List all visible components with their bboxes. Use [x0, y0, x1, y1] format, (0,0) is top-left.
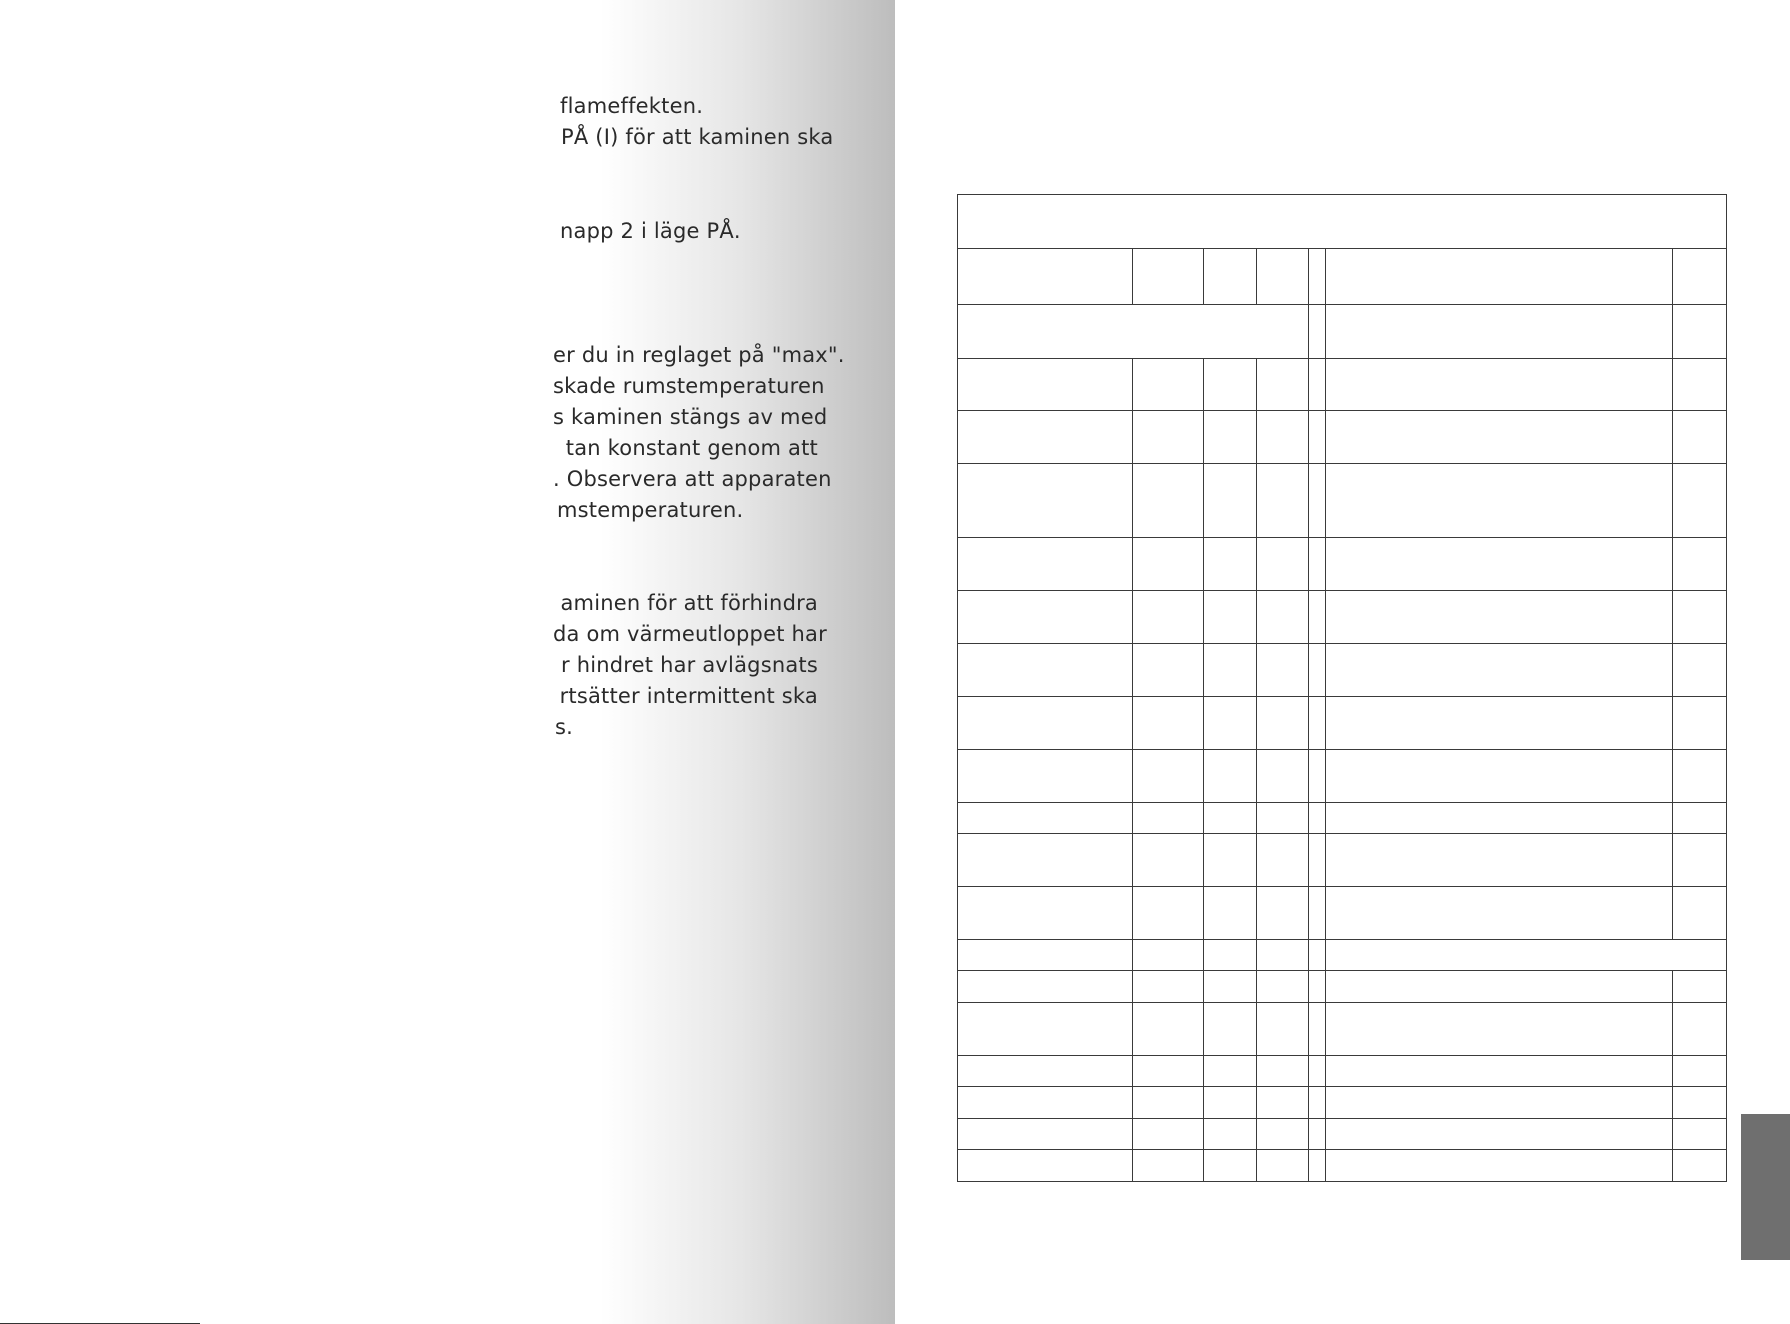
table-row — [958, 1087, 1727, 1119]
table-cell — [1326, 464, 1673, 538]
table-row — [958, 359, 1727, 411]
table-cell — [1309, 940, 1326, 971]
table-cell — [1326, 834, 1673, 887]
text-line: mstemperaturen. — [557, 498, 744, 522]
side-tab — [1741, 1114, 1790, 1260]
table-cell — [1326, 538, 1673, 591]
table-cell — [1326, 1119, 1673, 1150]
table-cell — [1204, 750, 1257, 803]
table-cell — [1257, 834, 1309, 887]
table-cell — [1133, 750, 1204, 803]
table-cell — [1133, 940, 1204, 971]
table-cell — [1133, 249, 1204, 305]
table-cell — [1309, 1150, 1326, 1182]
table-row — [958, 940, 1727, 971]
table-cell — [1204, 1150, 1257, 1182]
table-cell — [1309, 1087, 1326, 1119]
table-cell — [958, 644, 1133, 697]
table-cell — [1204, 1003, 1257, 1056]
table-row — [958, 834, 1727, 887]
table-cell — [1204, 697, 1257, 750]
table-cell — [1673, 1003, 1727, 1056]
table-cell — [958, 359, 1133, 411]
table-cell — [1257, 940, 1309, 971]
text-line: er du in reglaget på "max". — [553, 343, 845, 367]
table-cell — [958, 697, 1133, 750]
table-cell — [1673, 359, 1727, 411]
table-cell — [1204, 834, 1257, 887]
table-cell — [1257, 591, 1309, 644]
table-cell — [1326, 887, 1673, 940]
table-cell — [1673, 591, 1727, 644]
table-cell — [1309, 697, 1326, 750]
table-row — [958, 538, 1727, 591]
table-cell — [958, 887, 1133, 940]
table-cell — [1257, 464, 1309, 538]
table-cell — [1309, 971, 1326, 1003]
table-cell — [1309, 249, 1326, 305]
table-row — [958, 411, 1727, 464]
table-cell — [1204, 644, 1257, 697]
table-cell — [1133, 411, 1204, 464]
table-cell — [1257, 750, 1309, 803]
table-cell — [1257, 249, 1309, 305]
table-cell — [1326, 411, 1673, 464]
table-cell — [1204, 249, 1257, 305]
table-cell — [1326, 971, 1673, 1003]
table-cell — [1309, 591, 1326, 644]
table-cell — [1673, 887, 1727, 940]
table-cell — [1257, 697, 1309, 750]
table-cell — [1309, 1056, 1326, 1087]
text-line: tan konstant genom att — [565, 436, 818, 460]
table-cell — [958, 971, 1133, 1003]
table-cell — [958, 249, 1133, 305]
table-cell — [1257, 1150, 1309, 1182]
table-cell — [1133, 1087, 1204, 1119]
table-cell — [1133, 1150, 1204, 1182]
table-cell — [1673, 644, 1727, 697]
table-cell — [1309, 1119, 1326, 1150]
table-cell — [1326, 359, 1673, 411]
table-cell — [1133, 803, 1204, 834]
table-cell — [958, 538, 1133, 591]
text-line: napp 2 i läge PÅ. — [560, 219, 741, 243]
table-cell — [1326, 249, 1673, 305]
table-cell — [958, 464, 1133, 538]
table-cell — [1133, 538, 1204, 591]
table-cell — [1673, 305, 1727, 359]
table-cell — [1326, 644, 1673, 697]
table-cell — [1309, 411, 1326, 464]
table-cell — [1257, 971, 1309, 1003]
table-cell — [1133, 464, 1204, 538]
table-cell — [1673, 464, 1727, 538]
table-cell — [958, 803, 1133, 834]
table-cell — [1133, 1056, 1204, 1087]
table-cell — [1133, 1003, 1204, 1056]
table-cell — [958, 305, 1309, 359]
table-row — [958, 644, 1727, 697]
table-cell — [1257, 803, 1309, 834]
table-row — [958, 1056, 1727, 1087]
table-cell — [1204, 464, 1257, 538]
table-cell — [1257, 1003, 1309, 1056]
table-cell — [1133, 697, 1204, 750]
table-cell — [958, 940, 1133, 971]
table-row — [958, 1150, 1727, 1182]
table-cell — [1133, 644, 1204, 697]
table-cell — [1257, 1087, 1309, 1119]
table-cell — [1673, 249, 1727, 305]
table-cell — [1673, 750, 1727, 803]
table-cell — [1309, 538, 1326, 591]
table-cell — [958, 1119, 1133, 1150]
table-cell — [1673, 834, 1727, 887]
table-cell — [1326, 1087, 1673, 1119]
table-cell — [1204, 1056, 1257, 1087]
table-cell — [1257, 1119, 1309, 1150]
table-row — [958, 750, 1727, 803]
table-cell — [1326, 305, 1673, 359]
table-cell — [1326, 750, 1673, 803]
table-cell — [1204, 591, 1257, 644]
table-cell — [1326, 1150, 1673, 1182]
table-cell — [1204, 411, 1257, 464]
table-cell — [1204, 887, 1257, 940]
table-cell — [958, 1003, 1133, 1056]
table-cell — [1133, 834, 1204, 887]
table-cell — [1326, 803, 1673, 834]
table-cell — [1673, 1087, 1727, 1119]
table-cell — [1673, 971, 1727, 1003]
text-line: skade rumstemperaturen — [553, 374, 825, 398]
text-line: r hindret har avlägsnats — [560, 653, 818, 677]
table-cell — [1133, 1119, 1204, 1150]
table-row — [958, 887, 1727, 940]
table-cell — [1257, 411, 1309, 464]
table-cell — [1326, 940, 1727, 971]
table-cell — [1204, 1119, 1257, 1150]
table-cell — [1326, 591, 1673, 644]
table-cell — [1204, 1087, 1257, 1119]
table-cell — [958, 1150, 1133, 1182]
text-line: flameffekten. — [560, 94, 704, 118]
text-line: s kaminen stängs av med — [553, 405, 828, 429]
table-cell — [1133, 887, 1204, 940]
table-cell — [958, 411, 1133, 464]
table-cell — [1309, 464, 1326, 538]
table-row — [958, 305, 1727, 359]
table-row — [958, 1003, 1727, 1056]
table-cell — [1133, 359, 1204, 411]
table-cell — [1309, 750, 1326, 803]
table-cell — [958, 750, 1133, 803]
table-cell — [1326, 1003, 1673, 1056]
table-cell — [1673, 697, 1727, 750]
table-cell — [958, 195, 1727, 249]
table-cell — [958, 834, 1133, 887]
table-header-row — [958, 195, 1727, 249]
table-cell — [958, 1087, 1133, 1119]
table-row — [958, 803, 1727, 834]
table-cell — [1309, 887, 1326, 940]
table-cell — [958, 591, 1133, 644]
table-cell — [1204, 803, 1257, 834]
table-cell — [1309, 803, 1326, 834]
table-cell — [1257, 538, 1309, 591]
text-line: PÅ (I) för att kaminen ska — [561, 125, 834, 149]
table-cell — [1257, 887, 1309, 940]
text-line: rtsätter intermittent ska — [559, 684, 818, 708]
table-cell — [1673, 1150, 1727, 1182]
table-row — [958, 1119, 1727, 1150]
table-cell — [1257, 1056, 1309, 1087]
table-cell — [1309, 305, 1326, 359]
table-cell — [1309, 1003, 1326, 1056]
table-row — [958, 697, 1727, 750]
table-cell — [1673, 1056, 1727, 1087]
table-row — [958, 464, 1727, 538]
table-cell — [1204, 359, 1257, 411]
table-cell — [1326, 697, 1673, 750]
spec-table — [957, 194, 1727, 1182]
table-cell — [1257, 644, 1309, 697]
table-cell — [1133, 591, 1204, 644]
table-cell — [1257, 359, 1309, 411]
table-cell — [958, 1056, 1133, 1087]
table-cell — [1309, 644, 1326, 697]
table-cell — [1309, 359, 1326, 411]
text-line: . Observera att apparaten — [553, 467, 832, 491]
table-cell — [1673, 803, 1727, 834]
table-cell — [1326, 1056, 1673, 1087]
table-row — [958, 971, 1727, 1003]
text-line: da om värmeutloppet har — [553, 622, 827, 646]
table-cell — [1673, 411, 1727, 464]
table-row — [958, 591, 1727, 644]
table-cell — [1204, 538, 1257, 591]
table-cell — [1673, 538, 1727, 591]
table-cell — [1204, 971, 1257, 1003]
table-cell — [1204, 940, 1257, 971]
text-line: aminen för att förhindra — [560, 591, 818, 615]
table-cell — [1133, 971, 1204, 1003]
table-cell — [1673, 1119, 1727, 1150]
table-cell — [1309, 834, 1326, 887]
text-line: s. — [555, 715, 574, 739]
table-row — [958, 249, 1727, 305]
